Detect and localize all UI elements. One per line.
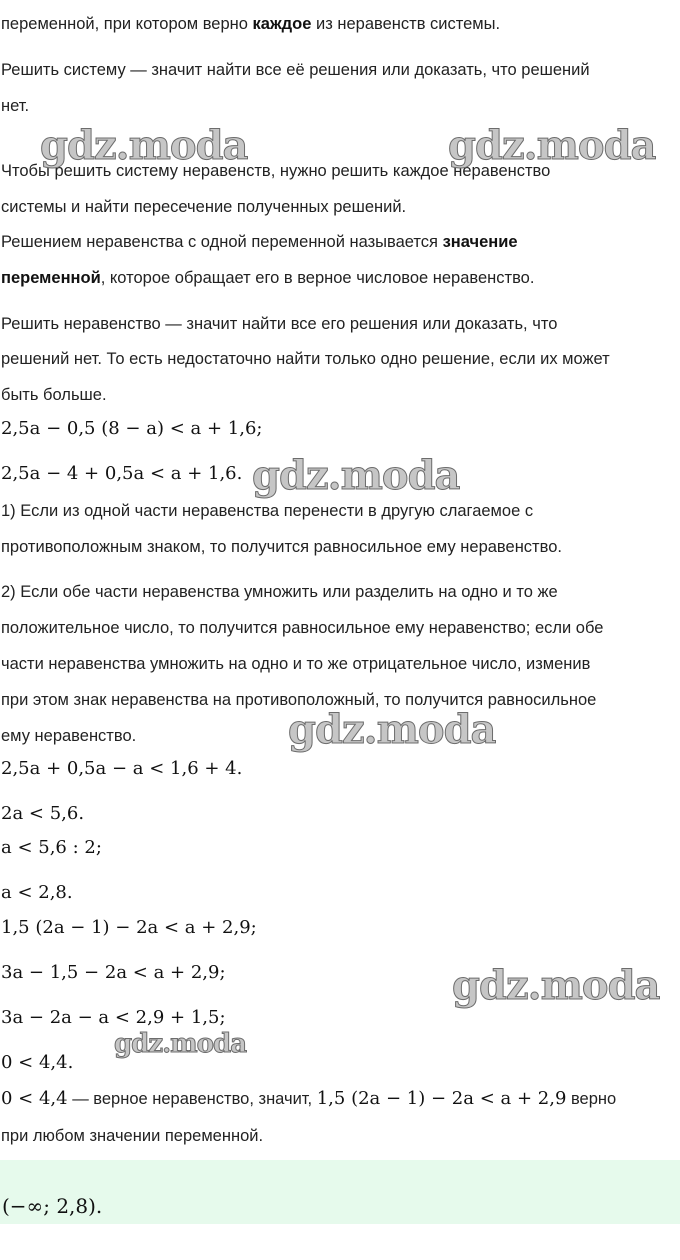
bold-term: значение [442, 233, 518, 251]
watermark: gdz.moda [252, 452, 460, 499]
math-line: 2,5a + 0,5a − a < 1,6 + 4. [1, 758, 243, 779]
text-line: при любом значении переменной. [1, 1127, 264, 1145]
text-line: Чтобы решить систему неравенств, нужно решить каждое неравенство [1, 162, 551, 180]
answer-box [0, 1160, 680, 1224]
watermark: gdz.moda [452, 962, 660, 1009]
rule-line: положительное число, то получится равносильное ему неравенство; если обе [1, 619, 604, 637]
rule-line: противоположным знаком, то получится равносильное ему неравенство. [1, 538, 562, 556]
rule-line: ему неравенство. [1, 727, 137, 745]
math-line: 2,5a − 4 + 0,5a < a + 1,6. [1, 463, 243, 484]
conclusion-line: 0 < 4,4 — верное неравенство, значит, 1,5 (2a − 1) − 2a < a + 2,9 верно [1, 1088, 617, 1109]
watermark: gdz.moda [40, 122, 248, 169]
text-line: нет. [1, 97, 30, 115]
math-line: 2,5a − 0,5 (8 − a) < a + 1,6; [1, 418, 263, 439]
math-line: a < 5,6 : 2; [1, 837, 102, 858]
watermark: gdz.moda [288, 706, 496, 753]
text-line: Решить систему — значит найти все её решения или доказать, что решений [1, 61, 590, 79]
watermark: gdz.moda [114, 1029, 247, 1059]
answer-text: (−∞; 2,8). [2, 1194, 103, 1218]
text-line: быть больше. [1, 386, 107, 404]
text-line: Решить неравенство — значит найти все его решения или доказать, что [1, 315, 558, 333]
rule-line: при этом знак неравенства на противоположный, то получится равносильное [1, 691, 597, 709]
watermark: gdz.moda [448, 122, 656, 169]
math-line: 1,5 (2a − 1) − 2a < a + 2,9; [1, 917, 257, 938]
math-line: 3a − 2a − a < 2,9 + 1,5; [1, 1007, 226, 1028]
math-line: a < 2,8. [1, 882, 73, 903]
rule-line: 1) Если из одной части неравенства перенести в другую слагаемое с [1, 502, 534, 520]
math-line: 2a < 5,6. [1, 803, 85, 824]
bold-term: переменной [1, 269, 101, 287]
text-line: переменной, которое обращает его в верное числовое неравенство. [1, 269, 535, 287]
text-line: системы и найти пересечение полученных решений. [1, 198, 407, 216]
math-line: 0 < 4,4. [1, 1052, 74, 1073]
text-line: переменной, при котором верно каждое из неравенств системы. [1, 15, 501, 33]
text-line: решений нет. То есть недостаточно найти только одно решение, если их может [1, 350, 610, 368]
rule-line: 2) Если обе части неравенства умножить или разделить на одно и то же [1, 583, 558, 601]
rule-line: части неравенства умножить на одно и то же отрицательное число, изменив [1, 655, 591, 673]
text-line: Решением неравенства с одной переменной называется значение [1, 233, 518, 251]
math-line: 3a − 1,5 − 2a < a + 2,9; [1, 962, 226, 983]
bold-term: каждое [252, 15, 312, 33]
